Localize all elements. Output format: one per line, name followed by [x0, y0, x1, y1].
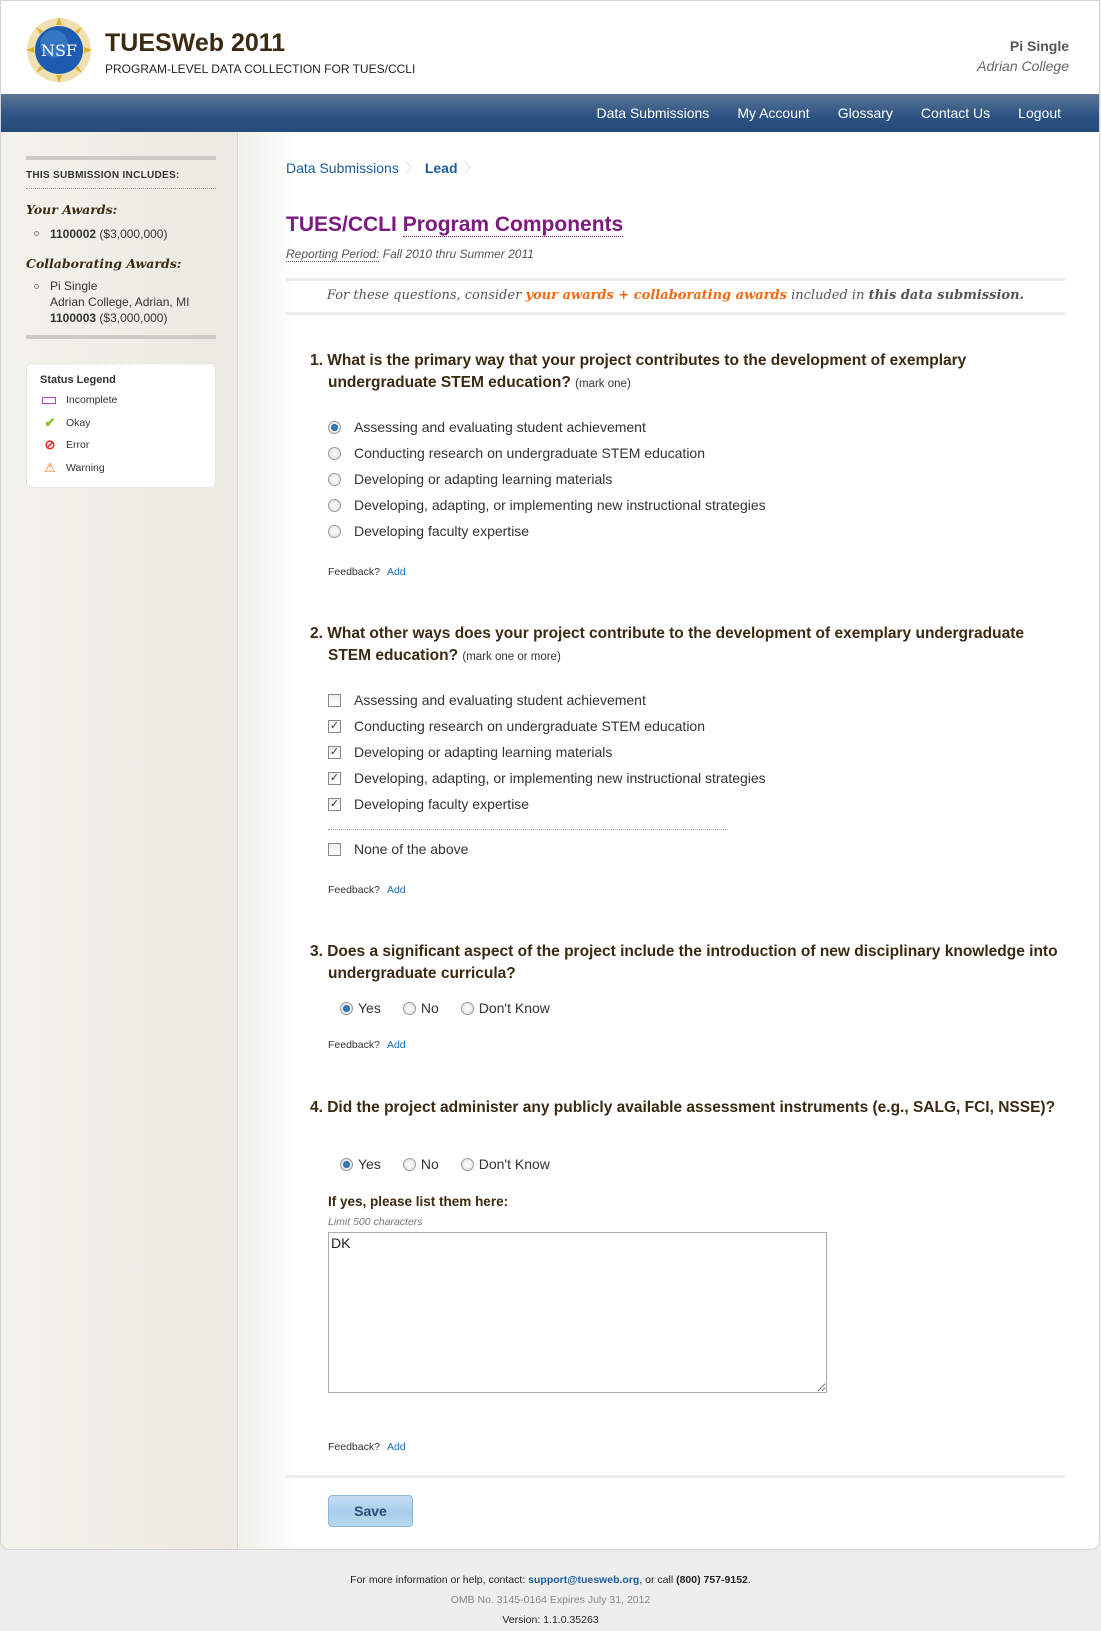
- checkbox-option[interactable]: [328, 796, 529, 812]
- checkbox[interactable]: ✓: [329, 745, 340, 758]
- radio-button[interactable]: [328, 525, 341, 538]
- feedback: Feedback? Add: [328, 1039, 406, 1051]
- checkbox[interactable]: ✓: [329, 797, 340, 810]
- radio-option[interactable]: [403, 1000, 439, 1016]
- sidebar: [1, 132, 238, 1550]
- checkbox[interactable]: ✓: [329, 771, 340, 784]
- question-4: 4. Did the project administer any publicly available assessment instruments (e.g., SALG, FCI, NSSE)?: [310, 1099, 1056, 1116]
- add-feedback-link[interactable]: Add: [386, 1039, 406, 1051]
- nav-logout[interactable]: Logout: [1018, 105, 1061, 121]
- divider: [328, 829, 728, 830]
- radio-option[interactable]: [328, 497, 766, 513]
- warning-icon: ⚠: [44, 460, 56, 475]
- app-title: TUESWeb 2011: [105, 29, 286, 57]
- checkbox-option[interactable]: [328, 692, 646, 708]
- collab-award-item: Pi Single Adrian College, Adrian, MI 1100003 ($3,000,000): [50, 279, 190, 325]
- instructions-note: For these questions, consider your awards + collaborating awards included in this data submission.: [326, 288, 1025, 303]
- option-label: Assessing and evaluating student achievement: [354, 692, 646, 708]
- add-feedback-link[interactable]: Add: [386, 566, 406, 578]
- divider: [26, 335, 216, 339]
- nsf-logo: [26, 17, 92, 83]
- check-icon: ✔: [44, 415, 56, 430]
- checkbox-option[interactable]: [328, 770, 766, 786]
- error-icon: ⊘: [44, 437, 56, 452]
- legend-warning: ⚠ Warning: [42, 460, 105, 476]
- question-3: 3. Does a significant aspect of the project include the introduction of new disciplinary knowledge into undergraduate curricula?: [310, 943, 1058, 982]
- radio-option[interactable]: [461, 1156, 550, 1172]
- checkbox[interactable]: [328, 843, 341, 856]
- award-item: 1100002 ($3,000,000): [50, 227, 168, 241]
- divider: [286, 312, 1065, 315]
- option-label: Don't Know: [478, 1000, 550, 1016]
- radio-button[interactable]: [461, 1158, 474, 1171]
- app-subtitle: PROGRAM-LEVEL DATA COLLECTION FOR TUES/CCLI: [105, 62, 416, 76]
- divider: [26, 156, 216, 160]
- radio-button[interactable]: [403, 1002, 416, 1015]
- feedback: Feedback? Add: [328, 1441, 406, 1453]
- radio-button[interactable]: [461, 1002, 474, 1015]
- main-nav: [1, 94, 1100, 132]
- version: Version: 1.1.0.35263: [502, 1614, 599, 1626]
- char-limit: Limit 500 characters: [328, 1216, 423, 1228]
- radio-button[interactable]: [340, 1158, 353, 1171]
- question-3-options: [340, 1000, 572, 1016]
- incomplete-icon: [42, 397, 56, 404]
- save-button[interactable]: Save: [328, 1495, 413, 1527]
- nav-my-account[interactable]: My Account: [737, 105, 810, 121]
- collab-awards-label: Collaborating Awards:: [26, 256, 182, 271]
- radio-option[interactable]: [340, 1000, 381, 1016]
- bullet-icon: [34, 231, 39, 236]
- radio-option[interactable]: [328, 419, 646, 435]
- option-label: Conducting research on undergraduate STEM education: [354, 718, 705, 734]
- question-1: 1. What is the primary way that your project contributes to the development of exemplary undergraduate STEM education? (mark one): [310, 352, 967, 391]
- question-4-options: [340, 1156, 572, 1172]
- checkbox-none-of-the-above[interactable]: None of the above: [328, 841, 468, 857]
- radio-option[interactable]: [328, 471, 612, 487]
- radio-option[interactable]: [340, 1156, 381, 1172]
- option-label: Don't Know: [478, 1156, 550, 1172]
- radio-button[interactable]: [328, 499, 341, 512]
- option-label: Assessing and evaluating student achievement: [354, 419, 646, 435]
- option-label: Developing, adapting, or implementing new instructional strategies: [354, 497, 766, 513]
- radio-button[interactable]: [340, 1002, 353, 1015]
- checkbox-option[interactable]: [328, 718, 705, 734]
- page-title: TUES/CCLI Program Components: [286, 213, 624, 236]
- radio-option[interactable]: [461, 1000, 550, 1016]
- support-email-link[interactable]: support@tuesweb.org: [528, 1574, 640, 1586]
- breadcrumb-lead[interactable]: Lead: [424, 160, 458, 176]
- checkbox[interactable]: [328, 694, 341, 707]
- followup-label: If yes, please list them here:: [328, 1194, 509, 1209]
- radio-button[interactable]: [328, 421, 341, 434]
- user-org: Adrian College: [977, 58, 1069, 74]
- nav-contact-us[interactable]: Contact Us: [920, 105, 991, 121]
- option-label: Developing faculty expertise: [354, 523, 530, 539]
- user-name: Pi Single: [1009, 38, 1069, 54]
- option-label: Developing faculty expertise: [354, 796, 530, 812]
- add-feedback-link[interactable]: Add: [386, 1441, 406, 1453]
- radio-option[interactable]: [328, 445, 705, 461]
- reporting-period: Reporting Period: Fall 2010 thru Summer 2011: [286, 247, 534, 261]
- option-label: Conducting research on undergraduate STEM education: [354, 445, 705, 461]
- footer-contact: For more information or help, contact: support@tuesweb.org, or call (800) 757-9152.: [350, 1574, 751, 1586]
- option-label: No: [420, 1156, 439, 1172]
- radio-button[interactable]: [403, 1158, 416, 1171]
- breadcrumb: Data Submissions 〉 Lead 〉: [286, 160, 478, 176]
- bullet-icon: [34, 284, 39, 289]
- add-feedback-link[interactable]: Add: [386, 884, 406, 896]
- option-label: Yes: [358, 1156, 381, 1172]
- nav-data-submissions[interactable]: Data Submissions: [596, 105, 710, 121]
- option-label: Developing, adapting, or implementing new instructional strategies: [354, 770, 766, 786]
- header: [1, 1, 1100, 94]
- divider: [286, 278, 1065, 281]
- omb-number: OMB No. 3145-0164 Expires July 31, 2012: [450, 1594, 651, 1606]
- legend-title: Status Legend: [40, 374, 116, 386]
- instruments-textarea[interactable]: [328, 1232, 827, 1393]
- divider: [286, 1475, 1065, 1478]
- legend-okay: ✔ Okay: [42, 415, 91, 431]
- feedback: Feedback? Add: [328, 884, 406, 896]
- feedback: Feedback? Add: [328, 566, 406, 578]
- divider: [26, 188, 216, 189]
- option-label: No: [420, 1000, 439, 1016]
- your-awards-label: Your Awards:: [26, 202, 118, 217]
- legend-error: ⊘ Error: [42, 437, 89, 453]
- option-label: Developing or adapting learning materials: [354, 744, 613, 760]
- breadcrumb-data-submissions[interactable]: Data Submissions: [286, 160, 399, 176]
- radio-button[interactable]: [328, 473, 341, 486]
- svg-text:NSF: NSF: [40, 41, 78, 60]
- question-2: 2. What other ways does your project contribute to the development of exemplary undergraduate STEM education? (mark one or more): [310, 625, 1024, 664]
- nav-glossary[interactable]: Glossary: [837, 105, 893, 121]
- legend-incomplete: Incomplete: [42, 394, 117, 406]
- option-label: Yes: [358, 1000, 381, 1016]
- radio-option[interactable]: [403, 1156, 439, 1172]
- radio-button[interactable]: [328, 447, 341, 460]
- checkbox[interactable]: ✓: [329, 719, 340, 732]
- option-label: Developing or adapting learning materials: [354, 471, 613, 487]
- submission-heading: THIS SUBMISSION INCLUDES:: [26, 170, 180, 181]
- status-legend: [26, 363, 216, 488]
- radio-option[interactable]: [328, 523, 529, 539]
- checkbox-option[interactable]: [328, 744, 612, 760]
